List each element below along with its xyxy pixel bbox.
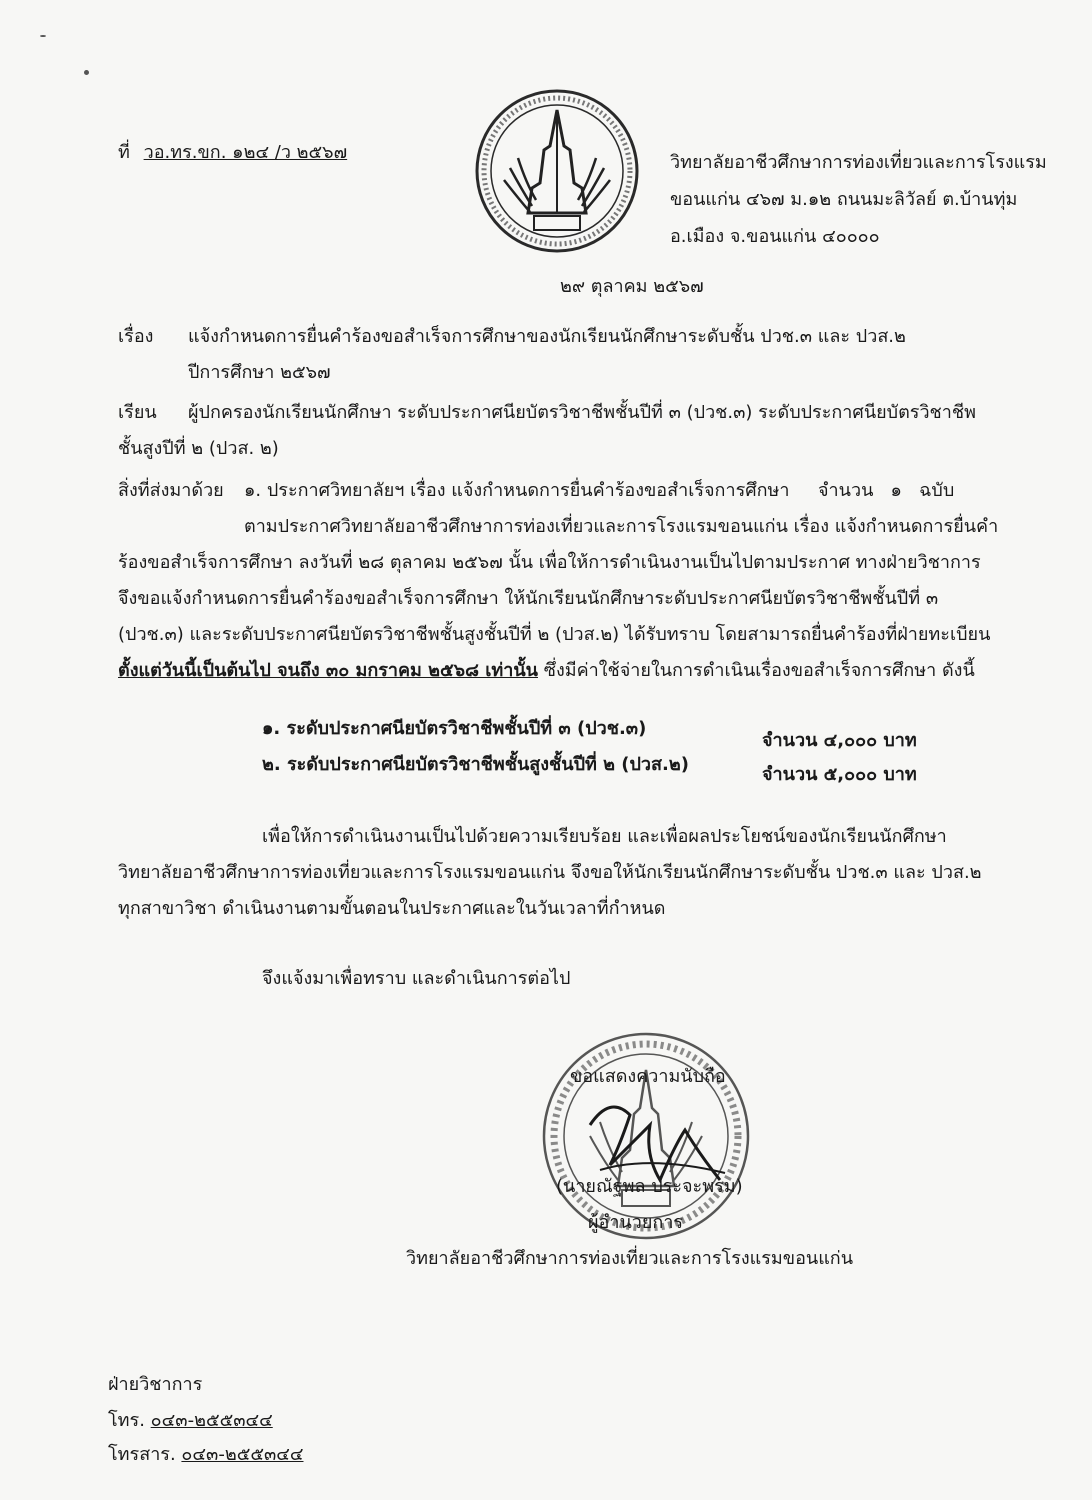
signer-name: (นายณัฐพล ประจะพรม)	[556, 1176, 743, 1197]
body-line-3: จึงขอแจ้งกำหนดการยื่นคำร้องขอสำเร็จการศึกษา ให้นักเรียนนักศึกษาระดับประกาศนียบัตรวิชาชีพชั้นปีที่ ๓	[118, 588, 939, 609]
letter-date: ๒๙ ตุลาคม ๒๕๖๗	[560, 276, 704, 297]
subject-line-2: ปีการศึกษา ๒๕๖๗	[188, 362, 331, 383]
footer-telephone	[108, 1406, 273, 1436]
sender-address-line-3: อ.เมือง จ.ขอนแก่น ๔๐๐๐๐	[670, 226, 880, 247]
fee-item-1: ๑. ระดับประกาศนียบัตรวิชาชีพชั้นปีที่ ๓ (ปวช.๓)	[262, 718, 647, 739]
fax-number: ๐๔๓-๒๕๕๓๔๔	[181, 1444, 304, 1465]
body-line-5	[118, 656, 975, 686]
enclosure-label: สิ่งที่ส่งมาด้วย	[118, 480, 224, 501]
body-line-4: (ปวช.๓) และระดับประกาศนียบัตรวิชาชีพชั้นสูงชั้นปีที่ ๒ (ปวส.๒) ได้รับทราบ โดยสามารถยื่นคำร้องที่ฝ่ายทะเบียน	[118, 624, 991, 645]
recipient-line-1: ผู้ปกครองนักเรียนนักศึกษา ระดับประกาศนียบัตรวิชาชีพชั้นปีที่ ๓ (ปวช.๓) ระดับประกาศนียบัตรวิชาชีพ	[188, 402, 976, 423]
sender-address-line-1: วิทยาลัยอาชีวศึกษาการท่องเที่ยวและการโรงแรม	[670, 152, 1047, 173]
telephone-label: โทร.	[108, 1410, 145, 1431]
fax-label: โทรสาร.	[108, 1444, 176, 1465]
closing-line-1: เพื่อให้การดำเนินงานเป็นไปด้วยความเรียบร้อย และเพื่อผลประโยชน์ของนักเรียนนักศึกษา	[262, 826, 947, 847]
closing-line-3: ทุกสาขาวิชา ดำเนินงานตามขั้นตอนในประกาศและในวันเวลาที่กำหนด	[118, 898, 666, 919]
enclosure-quantity: จำนวน ๑ ฉบับ	[818, 480, 955, 501]
reference-label: ที่	[118, 142, 130, 163]
fee-item-2: ๒. ระดับประกาศนียบัตรวิชาชีพชั้นสูงชั้นปีที่ ๒ (ปวส.๒)	[262, 754, 689, 775]
recipient-line-2: ชั้นสูงปีที่ ๒ (ปวส. ๒)	[118, 438, 279, 459]
telephone-number: ๐๔๓-๒๕๕๓๔๔	[150, 1410, 273, 1431]
fee-amount-2: จำนวน ๕,๐๐๐ บาท	[762, 764, 917, 785]
subject-line-1: แจ้งกำหนดการยื่นคำร้องขอสำเร็จการศึกษาของนักเรียนนักศึกษาระดับชั้น ปวช.๓ และ ปวส.๒	[188, 326, 906, 347]
scan-speck	[84, 70, 89, 75]
deadline-highlight: ตั้งแต่วันนี้เป็นต้นไป จนถึง ๓๐ มกราคม ๒๕๖๘ เท่านั้น	[118, 660, 538, 681]
reference-number: วอ.ทร.ขก. ๑๒๔ /ว ๒๕๖๗	[143, 142, 348, 163]
college-emblem-icon	[474, 88, 640, 254]
sender-address-line-2: ขอนแก่น ๔๖๗ ม.๑๒ ถนนมะลิวัลย์ ต.บ้านทุ่ม	[670, 189, 1018, 210]
signoff: ขอแสดงความนับถือ	[570, 1066, 726, 1087]
final-statement: จึงแจ้งมาเพื่อทราบ และดำเนินการต่อไป	[262, 968, 571, 989]
body-line-1: ตามประกาศวิทยาลัยอาชีวศึกษาการท่องเที่ยวและการโรงแรมขอนแก่น เรื่อง แจ้งกำหนดการยื่นคำ	[244, 516, 999, 537]
fee-amount-1: จำนวน ๔,๐๐๐ บาท	[762, 730, 917, 751]
signer-organization: วิทยาลัยอาชีวศึกษาการท่องเที่ยวและการโรงแรมขอนแก่น	[406, 1248, 854, 1269]
footer-department: ฝ่ายวิชาการ	[108, 1374, 203, 1395]
body-line-2: ร้องขอสำเร็จการศึกษา ลงวันที่ ๒๘ ตุลาคม ๒๕๖๗ นั้น เพื่อให้การดำเนินงานเป็นไปตามประกาศ ทางฝ่ายวิชาการ	[118, 552, 981, 573]
closing-line-2: วิทยาลัยอาชีวศึกษาการท่องเที่ยวและการโรงแรมขอนแก่น จึงขอให้นักเรียนนักศึกษาระดับชั้น ปวช.๓ และ ปวส.๒	[118, 862, 982, 883]
footer-fax	[108, 1440, 304, 1470]
deadline-rest: ซึ่งมีค่าใช้จ่ายในการดำเนินเรื่องขอสำเร็จการศึกษา ดังนี้	[538, 660, 975, 681]
enclosure-item: ๑. ประกาศวิทยาลัยฯ เรื่อง แจ้งกำหนดการยื่นคำร้องขอสำเร็จการศึกษา	[244, 480, 790, 501]
signer-title: ผู้อำนวยการ	[588, 1212, 684, 1233]
scan-speck	[40, 35, 46, 37]
reference-line	[118, 138, 347, 168]
subject-label: เรื่อง	[118, 326, 154, 347]
recipient-label: เรียน	[118, 402, 157, 423]
